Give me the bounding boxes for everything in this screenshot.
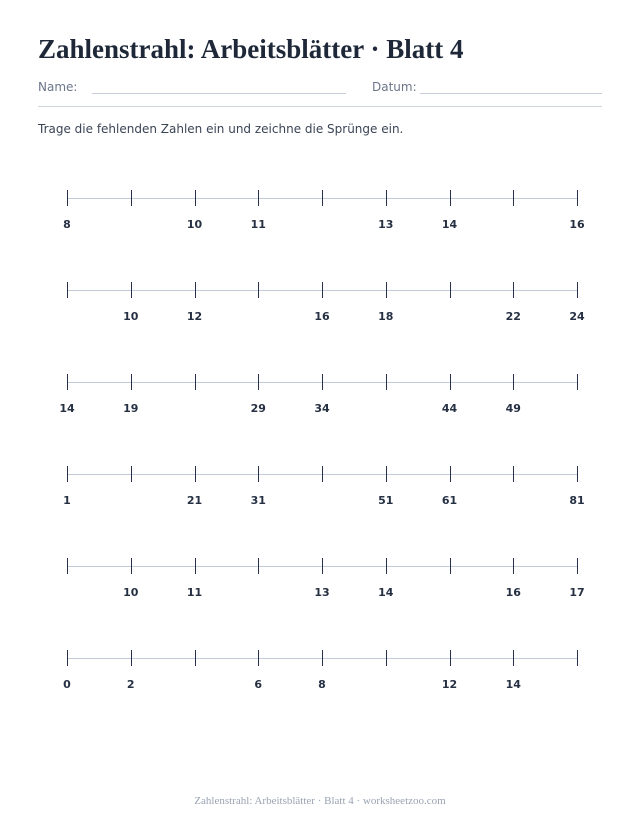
number-line-tick	[577, 650, 578, 666]
number-line	[0, 280, 640, 330]
number-line-tick	[577, 466, 578, 482]
tick-label: 1	[63, 494, 71, 507]
tick-label: 29	[250, 402, 266, 415]
number-line-tick	[67, 650, 68, 666]
number-line-tick	[258, 650, 259, 666]
number-line-tick	[577, 190, 578, 206]
number-line-tick	[513, 466, 514, 482]
number-line-tick	[195, 558, 196, 574]
number-line-tick	[131, 466, 132, 482]
number-line-tick	[450, 282, 451, 298]
number-line-tick	[195, 190, 196, 206]
number-line-tick	[131, 190, 132, 206]
number-line-tick	[386, 650, 387, 666]
number-line-tick	[131, 558, 132, 574]
name-label: Name:	[38, 80, 78, 94]
tick-label: 34	[314, 402, 330, 415]
tick-label: 12	[441, 678, 458, 691]
number-line-tick	[450, 374, 451, 390]
tick-label: 14	[441, 218, 458, 231]
date-field-line[interactable]	[420, 93, 602, 94]
tick-label: 14	[59, 402, 75, 415]
number-line-tick	[67, 466, 68, 482]
number-line-tick	[386, 466, 387, 482]
number-line-tick	[577, 282, 578, 298]
tick-label: 0	[63, 678, 71, 691]
footer-text: Zahlenstrahl: Arbeitsblätter · Blatt 4 · worksheetzoo.com	[194, 795, 446, 807]
tick-label: 10	[123, 310, 139, 323]
number-line	[0, 648, 640, 698]
number-line-tick	[386, 558, 387, 574]
number-line-tick	[386, 190, 387, 206]
number-line-tick	[513, 650, 514, 666]
number-line-tick	[322, 282, 323, 298]
tick-label: 12	[186, 310, 203, 323]
number-line	[0, 372, 640, 422]
tick-label: 10	[123, 586, 139, 599]
number-line-tick	[67, 282, 68, 298]
number-line-tick	[450, 190, 451, 206]
number-line-tick	[67, 558, 68, 574]
instructions-text: Trage die fehlenden Zahlen ein und zeichne die Sprünge ein.	[38, 122, 404, 136]
number-line-tick	[322, 558, 323, 574]
tick-label: 16	[505, 586, 521, 599]
number-line-tick	[513, 558, 514, 574]
number-line-tick	[322, 650, 323, 666]
tick-label: 8	[63, 218, 71, 231]
tick-label: 51	[378, 494, 394, 507]
number-line-tick	[258, 466, 259, 482]
tick-label: 49	[505, 402, 521, 415]
number-line	[0, 556, 640, 606]
tick-label: 16	[314, 310, 330, 323]
tick-label: 11	[250, 218, 266, 231]
number-line-tick	[258, 558, 259, 574]
number-line-tick	[195, 374, 196, 390]
tick-label: 16	[569, 218, 585, 231]
tick-label: 13	[314, 586, 330, 599]
tick-label: 13	[378, 218, 394, 231]
number-line-tick	[258, 374, 259, 390]
name-field-line[interactable]	[92, 93, 346, 94]
tick-label: 81	[569, 494, 585, 507]
tick-label: 2	[126, 678, 135, 691]
tick-label: 14	[378, 586, 394, 599]
date-label: Datum:	[372, 80, 417, 94]
number-line-tick	[67, 374, 68, 390]
number-line-tick	[450, 650, 451, 666]
number-line-tick	[258, 282, 259, 298]
number-line-tick	[513, 374, 514, 390]
number-line-tick	[131, 650, 132, 666]
tick-label: 19	[123, 402, 139, 415]
tick-label: 6	[254, 678, 263, 691]
number-line-tick	[322, 374, 323, 390]
number-line-tick	[195, 650, 196, 666]
tick-label: 31	[250, 494, 266, 507]
number-line-tick	[322, 190, 323, 206]
number-line-tick	[450, 558, 451, 574]
number-line-tick	[450, 466, 451, 482]
number-line	[0, 188, 640, 238]
number-line	[0, 464, 640, 514]
number-line-tick	[577, 558, 578, 574]
tick-label: 22	[505, 310, 521, 323]
number-line-tick	[131, 374, 132, 390]
number-line-tick	[386, 374, 387, 390]
number-line-tick	[195, 466, 196, 482]
number-line-tick	[513, 190, 514, 206]
tick-label: 17	[569, 586, 585, 599]
tick-label: 21	[186, 494, 203, 507]
tick-label: 14	[505, 678, 521, 691]
tick-label: 10	[186, 218, 203, 231]
number-line-tick	[513, 282, 514, 298]
worksheet-title: Zahlenstrahl: Arbeitsblätter · Blatt 4	[38, 34, 464, 64]
number-line-tick	[131, 282, 132, 298]
number-line-tick	[67, 190, 68, 206]
number-line-tick	[258, 190, 259, 206]
number-line-tick	[386, 282, 387, 298]
number-line-tick	[577, 374, 578, 390]
tick-label: 24	[569, 310, 585, 323]
number-line-tick	[322, 466, 323, 482]
tick-label: 61	[441, 494, 458, 507]
tick-label: 8	[318, 678, 326, 691]
tick-label: 44	[441, 402, 458, 415]
tick-label: 18	[378, 310, 394, 323]
number-line-tick	[195, 282, 196, 298]
header-divider	[38, 106, 602, 107]
tick-label: 11	[186, 586, 203, 599]
